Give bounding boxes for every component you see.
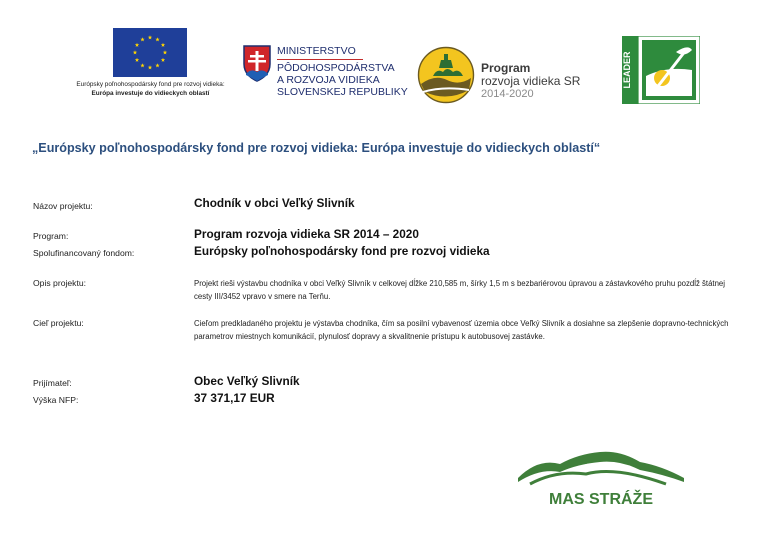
eu-caption-line1: Európsky poľnohospodársky fond pre rozvoj vidieka: [76, 81, 225, 88]
program-value: Program rozvoja vidieka SR 2014 – 2020 [194, 227, 419, 241]
headline: „Európsky poľnohospodársky fond pre rozvoj vidieka: Európa investuje do vidieckych oblastí“ [32, 141, 601, 155]
program-logo-line1: Program [481, 61, 531, 75]
eu-star-icon [133, 50, 137, 54]
eu-star-icon [155, 63, 159, 67]
recipient-label: Prijímateľ: [33, 378, 72, 388]
eu-star-icon [161, 43, 165, 47]
eu-flag-logo [113, 28, 187, 77]
mas-straze-logo-icon [516, 448, 686, 510]
program-rozvoja-vidieka-logo-icon [417, 46, 475, 104]
program-label: Program: [33, 231, 69, 241]
program-logo-line2: rozvoja vidieka SR [481, 74, 581, 88]
leader-logo-text: LEADER [622, 51, 632, 89]
eu-star-icon [135, 58, 139, 62]
nfp-label: Výška NFP: [33, 395, 79, 405]
program-logo-text [481, 62, 580, 101]
description-label: Opis projektu: [33, 278, 87, 288]
eu-star-icon [140, 63, 144, 67]
recipient-value: Obec Veľký Slivník [194, 374, 300, 388]
ministry-line1: MINISTERSTVO [277, 45, 356, 57]
eu-star-icon [140, 37, 144, 41]
leader-logo-icon [622, 36, 700, 104]
goal-label: Cieľ projektu: [33, 318, 84, 328]
project-name-value: Chodník v obci Veľký Slivník [194, 196, 355, 210]
ministry-coat-of-arms-icon [242, 44, 272, 82]
ministry-divider [277, 59, 363, 60]
ministry-line2: PÔDOHOSPODÁRSTVA [277, 62, 395, 74]
mas-logo-text: MAS STRÁŽE [549, 491, 653, 508]
nfp-value: 37 371,17 EUR [194, 391, 275, 405]
program-logo-line3: 2014-2020 [481, 88, 534, 100]
project-name-label: Názov projektu: [33, 201, 93, 211]
eu-caption [58, 80, 243, 98]
ministry-name [277, 45, 422, 98]
eu-caption-line2: Európa investuje do vidieckych oblastí [91, 90, 210, 97]
ministry-line3: A ROZVOJA VIDIEKA [277, 74, 380, 86]
eu-star-icon [163, 50, 167, 54]
eu-star-icon [148, 65, 152, 69]
eu-star-icon [161, 58, 165, 62]
eu-stars-icon [113, 28, 187, 77]
fund-value: Európsky poľnohospodársky fond pre rozvoj vidieka [194, 244, 490, 258]
eu-star-icon [135, 43, 139, 47]
goal-value: Cieľom predkladaného projektu je výstavba chodníka, čím sa posilní vybavenosť územia obce Veľký Slivník a dosiahne sa zlepšenie dopravno-technických parametrov miestnych komunikácií, plynulosť dopravy a skvalitnenie prístupu k autobusovej zastávke. [194, 319, 729, 341]
eu-star-icon [155, 37, 159, 41]
description-value: Projekt rieši výstavbu chodníka v obci Veľký Slivník v celkovej dĺžke 210,585 m, šírky 1,5 m s bezbariérovou úpravou a zástavkového pruhu pozdĺž štátnej cesty III/3452 vpravo v smere na Terňu. [194, 279, 725, 301]
eu-star-icon [148, 35, 152, 39]
fund-label: Spolufinancovaný fondom: [33, 248, 135, 258]
ministry-line4: SLOVENSKEJ REPUBLIKY [277, 86, 408, 98]
